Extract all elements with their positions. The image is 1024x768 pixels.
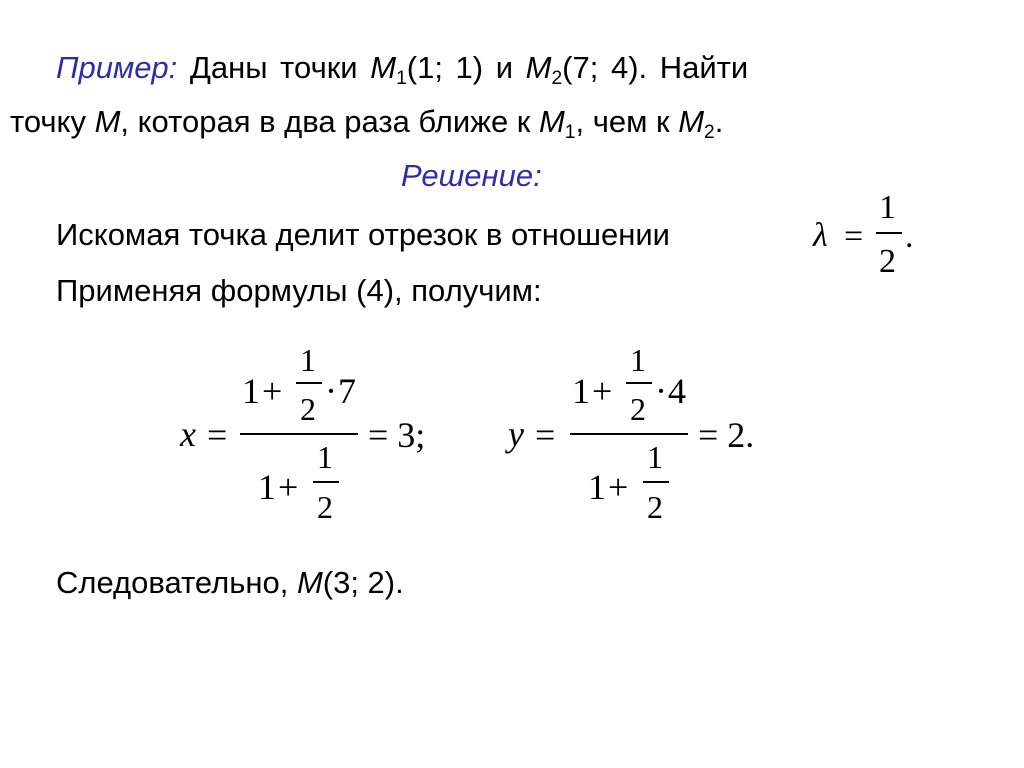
example-given-text: Даны точки — [189, 50, 371, 85]
example-line-1 — [56, 50, 749, 89]
ratio-numerator: 1 — [879, 189, 896, 226]
ratio-end: . — [905, 218, 914, 255]
x-den-frac-bar — [313, 481, 339, 483]
point-m2-coords: (7; 4). Найти — [562, 50, 749, 85]
x-num-frac-denominator: 2 — [300, 391, 316, 427]
conclusion-line — [56, 567, 404, 598]
lambda-symbol: λ — [813, 217, 828, 254]
point-m: M — [94, 104, 121, 139]
point-m2-index: 2 — [551, 67, 563, 89]
point-m2: M — [525, 50, 552, 85]
y-den-frac-denominator: 2 — [647, 489, 663, 525]
x-equals: = — [207, 415, 228, 455]
x-num-value: 7 — [338, 371, 356, 411]
y-den-frac-numerator: 1 — [647, 439, 663, 475]
x-num-plus: + — [262, 371, 283, 411]
y-num-one: 1 — [572, 371, 590, 411]
x-num-frac-numerator: 1 — [300, 342, 316, 378]
point-m1-coords: (1; 1) и — [406, 50, 526, 85]
ratio-text: Искомая точка делит отрезок в отношении — [56, 217, 670, 252]
x-den-one: 1 — [258, 467, 276, 507]
x-den-frac-denominator: 2 — [317, 489, 333, 525]
y-variable: y — [508, 414, 524, 454]
y-num-frac-bar — [626, 382, 652, 384]
x-num-frac-bar — [296, 382, 322, 384]
example-task-text-2: , которая в два раза ближе к — [120, 104, 539, 139]
x-main-fraction-bar — [240, 433, 358, 435]
solution-heading: Решение: — [401, 158, 542, 193]
y-result: = 2. — [698, 415, 755, 455]
conclusion-coords: (3; 2). — [322, 565, 404, 600]
x-den-frac-numerator: 1 — [317, 439, 333, 475]
y-den-one: 1 — [588, 467, 606, 507]
y-equals: = — [535, 415, 556, 455]
point-m2-ref-index: 2 — [704, 121, 715, 143]
example-task-end: . — [714, 104, 724, 139]
conclusion-point: M — [296, 565, 323, 600]
conclusion-text: Следовательно, — [56, 565, 297, 600]
point-m1-ref: M — [538, 104, 565, 139]
y-num-frac-denominator: 2 — [630, 391, 646, 427]
y-den-frac-bar — [643, 481, 669, 483]
y-num-value: 4 — [668, 371, 686, 411]
example-label: Пример: — [56, 50, 178, 85]
x-num-dot: · — [325, 371, 337, 411]
ratio-denominator: 2 — [879, 243, 896, 280]
x-result: = 3; — [368, 415, 426, 455]
point-m1-ref-index: 1 — [564, 121, 576, 143]
point-m1: M — [370, 50, 397, 85]
example-task-text: точку — [10, 104, 95, 139]
x-den-plus: + — [278, 467, 299, 507]
y-main-fraction-bar — [570, 433, 688, 435]
lambda-equals: = — [844, 218, 864, 255]
point-m2-ref: M — [678, 104, 705, 139]
x-num-one: 1 — [242, 371, 260, 411]
apply-text: Применяя формулы (4), получим: — [56, 273, 542, 308]
point-m1-index: 1 — [396, 67, 407, 89]
ratio-fraction-bar — [876, 232, 902, 234]
x-variable: x — [180, 414, 196, 454]
y-num-dot: · — [655, 371, 667, 411]
example-task-text-3: , чем к — [575, 104, 679, 139]
y-num-plus: + — [592, 371, 613, 411]
y-den-plus: + — [608, 467, 629, 507]
example-line-2 — [10, 104, 724, 143]
y-num-frac-numerator: 1 — [630, 342, 646, 378]
